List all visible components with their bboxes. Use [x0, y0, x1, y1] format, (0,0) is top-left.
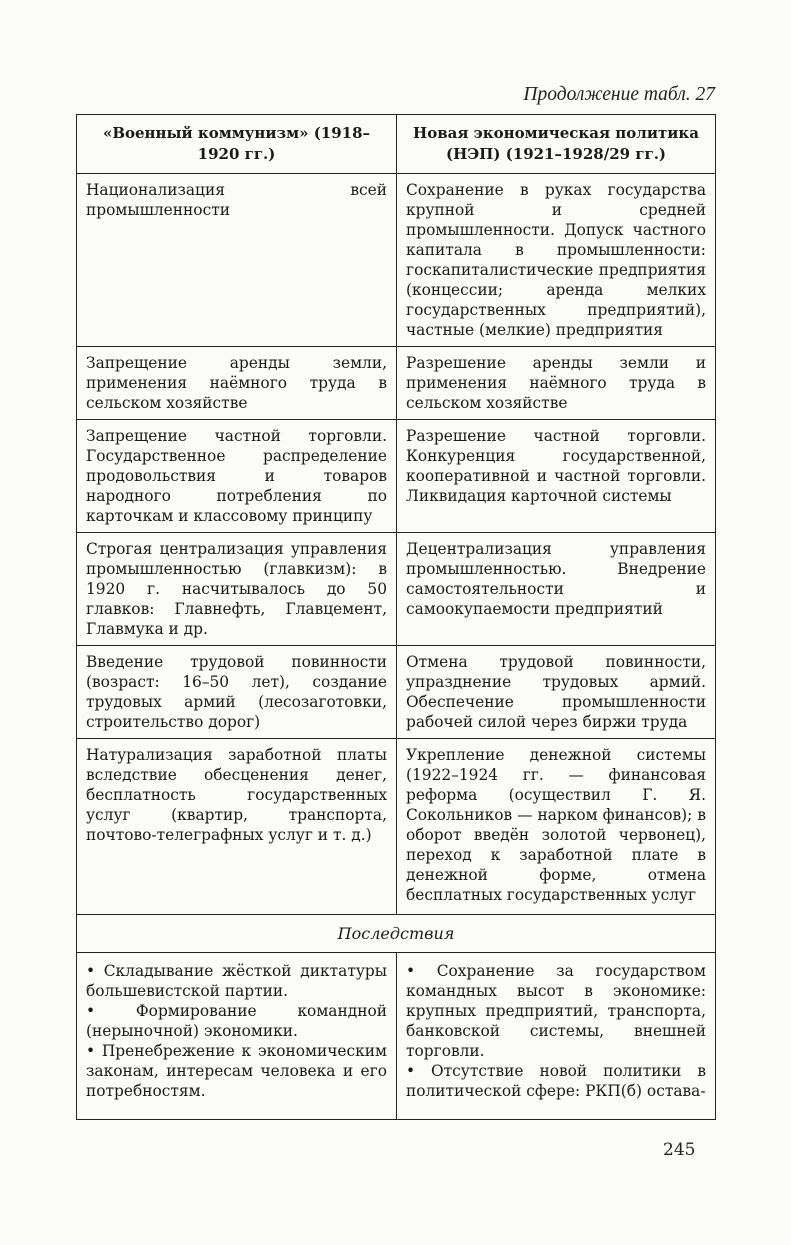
cell-war-communism: Натурализация заработной платы вследствие обесценения денег, бесплатность государственных услуг (квартир, транспорта, почтово-телеграфных услуг и т. д.) [77, 739, 397, 915]
cell-war-communism: Введение трудовой повинности (возраст: 16–50 лет), создание трудовых армий (лесозаготовки, строительство дорог) [77, 646, 397, 739]
list-item: • Сохранение за государством командных высот в экономике: крупных предприятий, транспорта, банковской системы, внешней торговли. [406, 962, 706, 1060]
header-war-communism: «Военный коммунизм» (1918–1920 гг.) [77, 115, 397, 174]
header-nep: Новая экономическая политика (НЭП) (1921–1928/29 гг.) [397, 115, 716, 174]
table-row [77, 420, 716, 533]
consequences-header-row [77, 915, 716, 953]
consequences-row [77, 953, 716, 1120]
consequences-war-communism [77, 953, 397, 1120]
table-row [77, 533, 716, 646]
cell-nep: Укрепление денежной системы (1922–1924 гг. — финансовая реформа (осуществил Г. Я. Сокольников — нарком финансов); в оборот введён золотой червонец), переход к заработной плате в денежной форме, отмена бесплатных государственных услуг [397, 739, 716, 915]
cell-nep: Разрешение аренды земли и применения наёмного труда в сельском хозяйстве [397, 347, 716, 420]
table-row [77, 739, 716, 915]
list-item: • Отсутствие новой политики в политической сфере: РКП(б) остава- [406, 1062, 706, 1100]
cell-war-communism: Запрещение аренды земли, применения наёмного труда в сельском хозяйстве [77, 347, 397, 420]
cell-nep: Отмена трудовой повинности, упразднение трудовых армий. Обеспечение промышленности рабочей силой через биржи труда [397, 646, 716, 739]
table-row [77, 347, 716, 420]
cell-war-communism: Запрещение частной торговли. Государственное распределение продовольствия и товаров народного потребления по карточкам и классовому принципу [77, 420, 397, 533]
table-header-row [77, 115, 716, 174]
table-row [77, 646, 716, 739]
cell-war-communism: Национализация всей промышленности [77, 174, 397, 347]
list-item: • Складывание жёсткой диктатуры большевистской партии. [86, 962, 387, 1000]
table-row [77, 174, 716, 347]
consequences-title: Последствия [77, 915, 716, 953]
cell-nep: Сохранение в руках государства крупной и средней промышленности. Допуск частного капитала в промышленности: госкапиталистические предприятия (концессии; аренда мелких государственных предприятий), частные (мелкие) предприятия [397, 174, 716, 347]
comparison-table [76, 114, 716, 1120]
page-number: 245 [663, 1140, 696, 1160]
list-item: • Пренебрежение к экономическим законам, интересам человека и его потребностям. [86, 1042, 387, 1100]
table-continuation-caption: Продолжение табл. 27 [523, 84, 715, 105]
list-item: • Формирование командной (нерыночной) экономики. [86, 1002, 387, 1040]
cell-war-communism: Строгая централизация управления промышленностью (главкизм): в 1920 г. насчитывалось до 50 главков: Главнефть, Главцемент, Главмука и др. [77, 533, 397, 646]
cell-nep: Разрешение частной торговли. Конкуренция государственной, кооперативной и частной торговли. Ликвидация карточной системы [397, 420, 716, 533]
cell-nep: Децентрализация управления промышленностью. Внедрение самостоятельности и самоокупаемости предприятий [397, 533, 716, 646]
consequences-nep [397, 953, 716, 1120]
